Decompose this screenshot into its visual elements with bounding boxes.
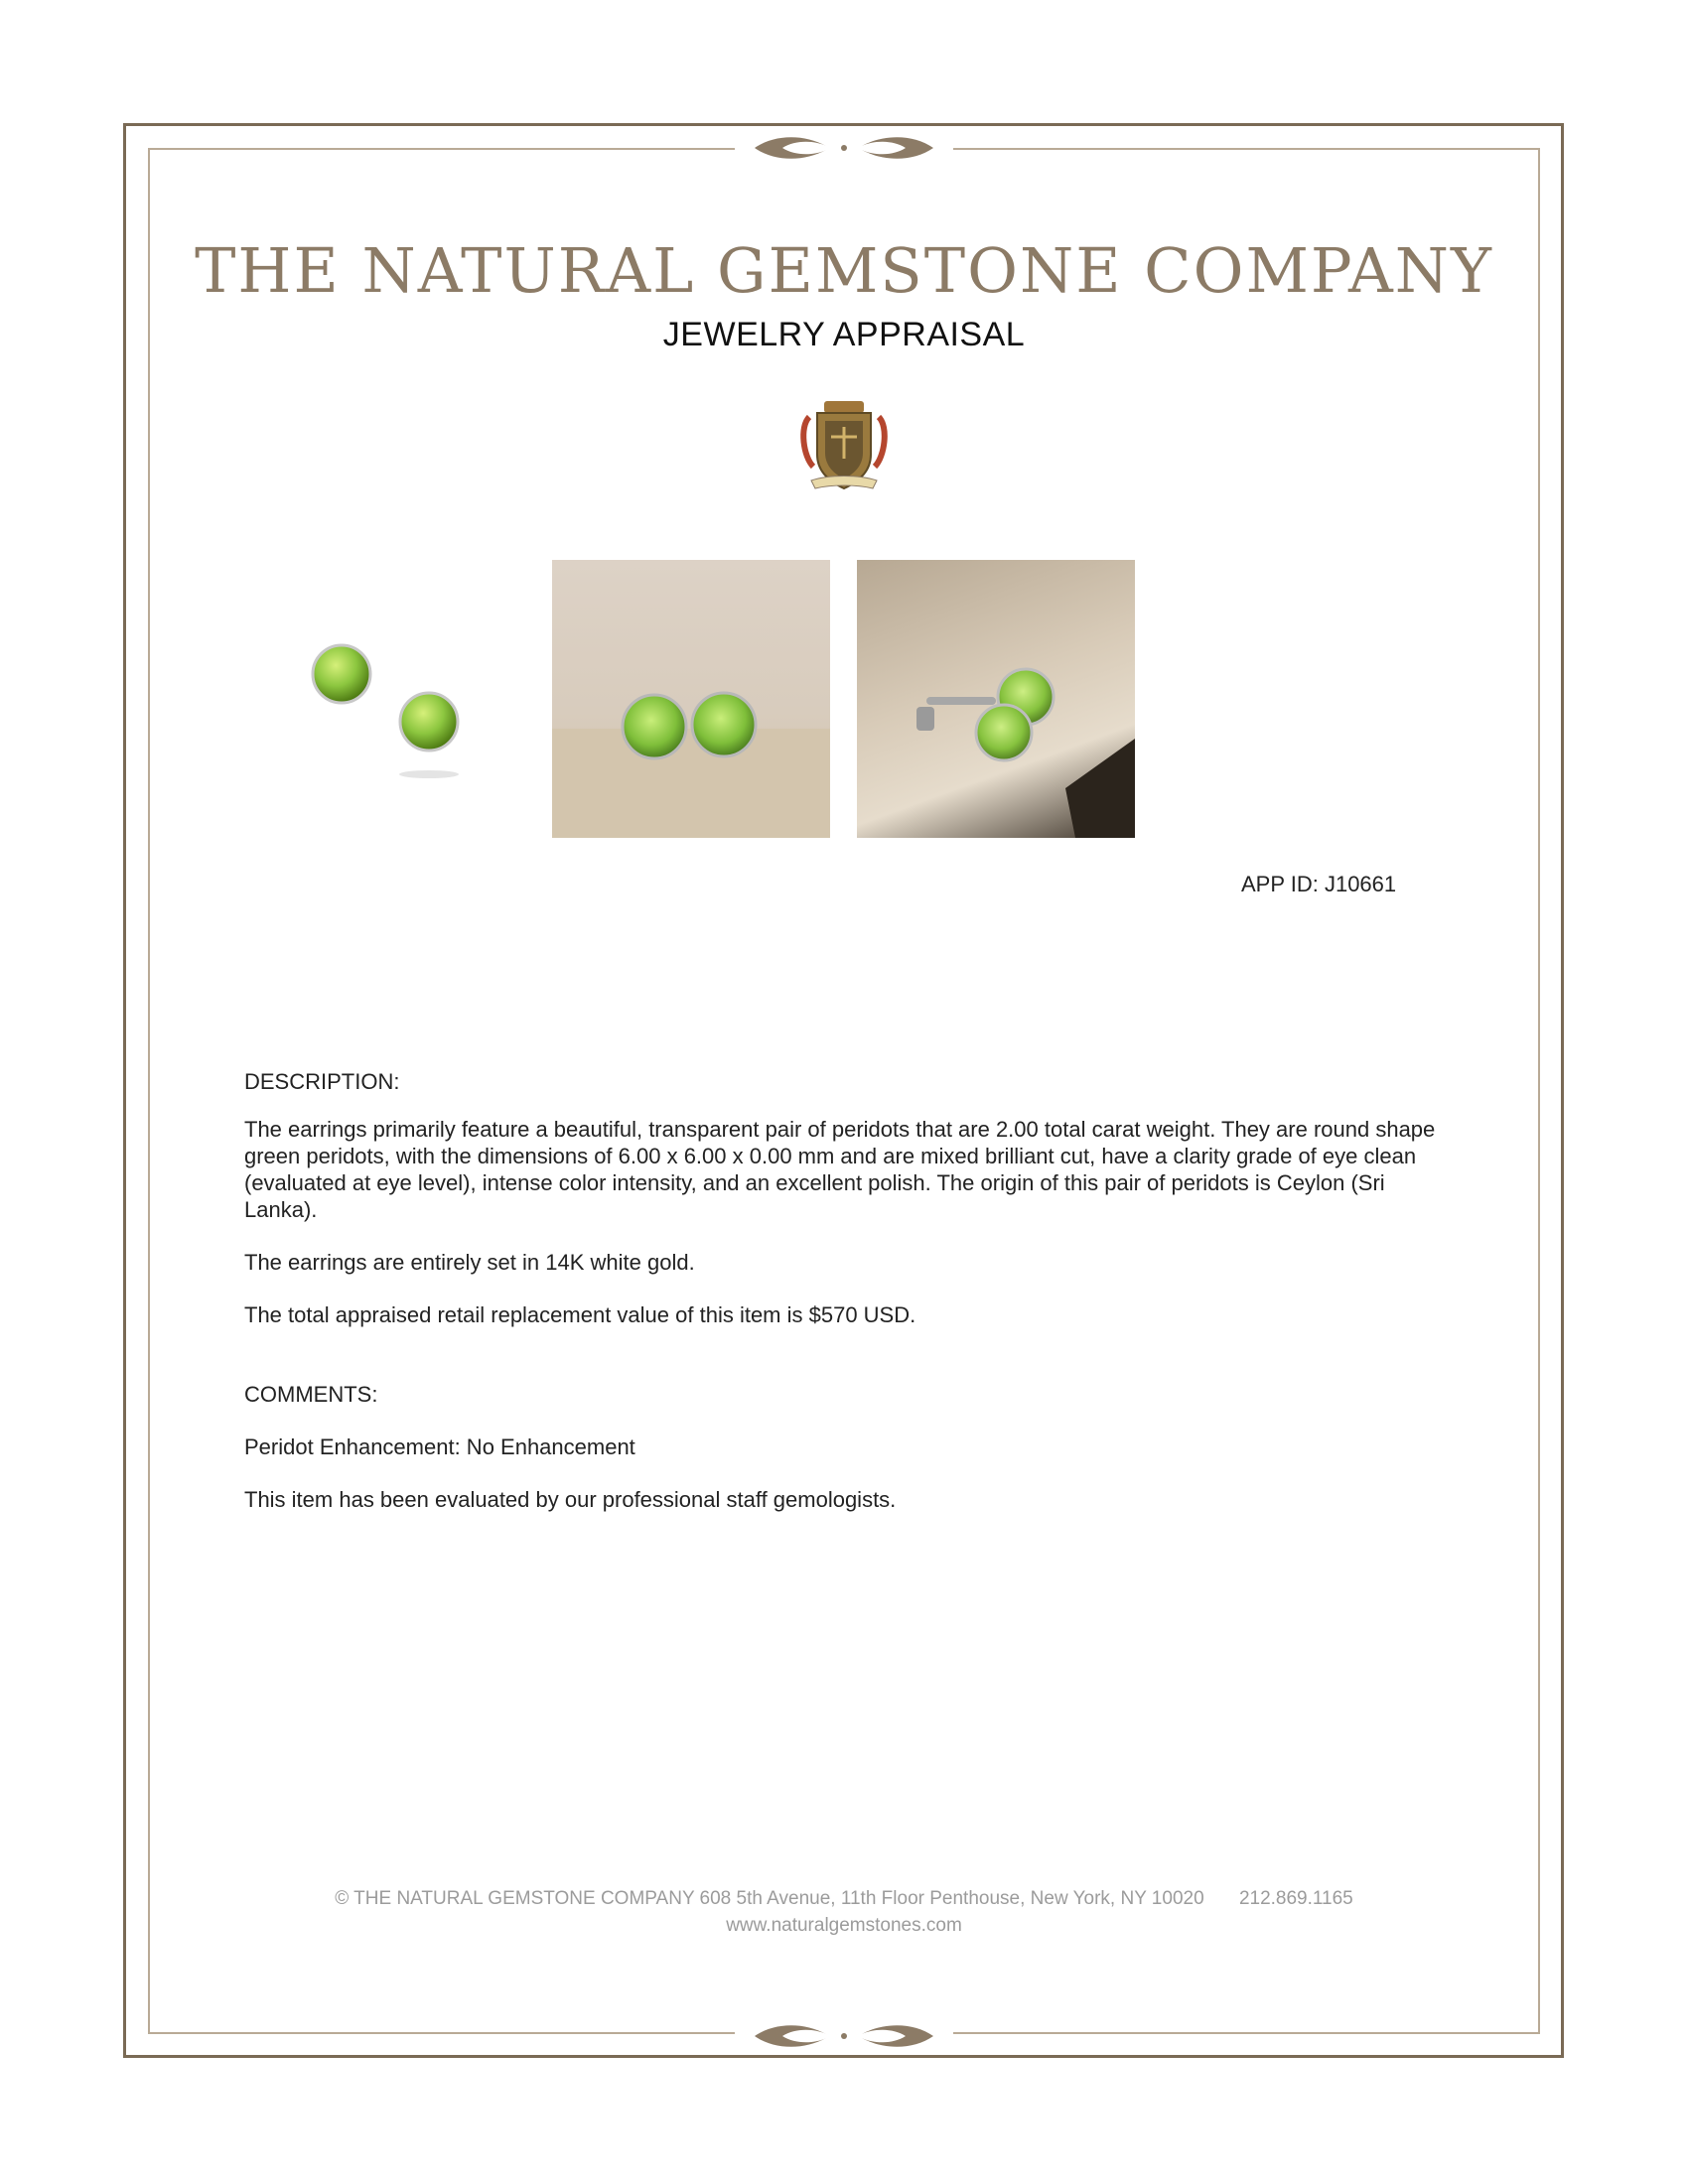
document-title: JEWELRY APPRAISAL <box>662 316 1026 353</box>
description-paragraph-3: The total appraised retail replacement value of this item is $570 USD. <box>244 1302 916 1327</box>
description-paragraph-2: The earrings are entirely set in 14K white gold. <box>244 1250 695 1275</box>
description-paragraph-1: The earrings primarily feature a beautiful, transparent pair of peridots that are 2.00 total carat weight. They are round shape green peridots, with the dimensions of 6.00 x 6.00 x 0.00 mm and are mixed brilliant cut, have a clarity grade of eye clean (evaluated at eye level), intense color intensity, and an excellent polish. The origin of this pair of peridots is Ceylon (Sri Lanka). <box>244 1117 1436 1222</box>
footer-address: © THE NATURAL GEMSTONE COMPANY 608 5th Avenue, 11th Floor Penthouse, New York, NY 10020 <box>335 1888 1204 1909</box>
top-flourish-ornament <box>735 130 953 166</box>
appraisal-id: APP ID: J10661 <box>1241 872 1397 896</box>
heraldic-crest-icon <box>799 397 889 496</box>
comments-evaluation: This item has been evaluated by our professional staff gemologists. <box>244 1487 897 1512</box>
description-heading: DESCRIPTION: <box>244 1069 400 1094</box>
footer-address-line <box>0 1888 1688 1910</box>
comments-heading: COMMENTS: <box>244 1382 378 1407</box>
product-photo-on-fabric[interactable] <box>552 560 830 838</box>
company-name: THE NATURAL GEMSTONE COMPANY <box>195 234 1493 307</box>
bottom-flourish-ornament <box>735 2018 953 2054</box>
product-photo-gallery <box>0 560 1688 838</box>
blank-photo-slot <box>1163 560 1441 838</box>
footer-website-link[interactable]: www.naturalgemstones.com <box>726 1915 962 1936</box>
product-photo-side-view[interactable] <box>857 560 1135 838</box>
footer-phone[interactable]: 212.869.1165 <box>1238 1888 1353 1909</box>
product-photo-white-background[interactable] <box>246 560 524 838</box>
comments-enhancement: Peridot Enhancement: No Enhancement <box>244 1434 635 1459</box>
